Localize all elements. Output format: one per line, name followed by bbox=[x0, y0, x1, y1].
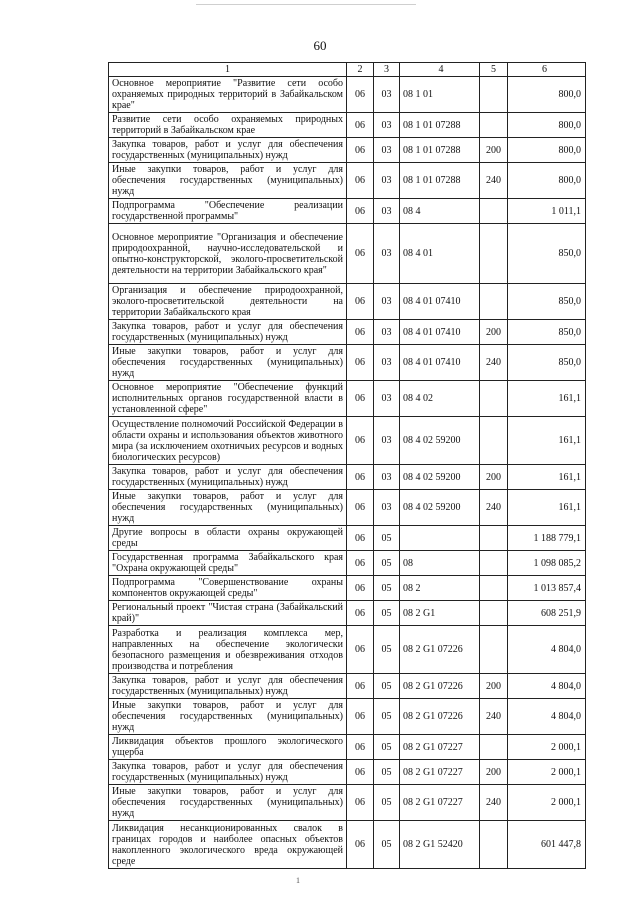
header-cell: 6 bbox=[508, 63, 586, 77]
section-cell: 06 bbox=[347, 551, 374, 576]
header-cell: 1 bbox=[109, 63, 347, 77]
section-cell: 06 bbox=[347, 490, 374, 526]
subsection-cell: 03 bbox=[374, 465, 400, 490]
row-name-cell: Закупка товаров, работ и услуг для обеспечения государственных (муниципальных) нужд bbox=[109, 465, 347, 490]
subsection-cell: 03 bbox=[374, 345, 400, 381]
target-article-cell: 08 2 G1 07226 bbox=[400, 699, 480, 735]
table-row bbox=[109, 345, 586, 381]
table-row bbox=[109, 626, 586, 674]
row-name-cell: Основное мероприятие "Развитие сети особо охраняемых природных территорий в Забайкальском крае" bbox=[109, 77, 347, 113]
target-article-cell: 08 2 G1 07227 bbox=[400, 785, 480, 821]
subsection-cell: 05 bbox=[374, 601, 400, 626]
subsection-cell: 05 bbox=[374, 699, 400, 735]
expense-type-cell bbox=[480, 284, 508, 320]
amount-cell: 1 013 857,4 bbox=[508, 576, 586, 601]
amount-cell: 800,0 bbox=[508, 163, 586, 199]
row-name-cell: Государственная программа Забайкальского края "Охрана окружающей среды" bbox=[109, 551, 347, 576]
header-cell: 5 bbox=[480, 63, 508, 77]
footer-mark: 1 bbox=[296, 876, 300, 885]
expense-type-cell bbox=[480, 381, 508, 417]
row-name-cell: Региональный проект "Чистая страна (Забайкальский край)" bbox=[109, 601, 347, 626]
table-row bbox=[109, 490, 586, 526]
table-header bbox=[109, 63, 586, 77]
subsection-cell: 03 bbox=[374, 320, 400, 345]
target-article-cell: 08 4 02 59200 bbox=[400, 465, 480, 490]
amount-cell: 2 000,1 bbox=[508, 785, 586, 821]
expense-type-cell: 240 bbox=[480, 490, 508, 526]
amount-cell: 161,1 bbox=[508, 417, 586, 465]
target-article-cell: 08 1 01 07288 bbox=[400, 138, 480, 163]
subsection-cell: 05 bbox=[374, 785, 400, 821]
row-name-cell: Закупка товаров, работ и услуг для обеспечения государственных (муниципальных) нужд bbox=[109, 320, 347, 345]
row-name-cell: Организация и обеспечение природоохранной, эколого-просветительской деятельности на территории Забайкальского края bbox=[109, 284, 347, 320]
section-cell: 06 bbox=[347, 785, 374, 821]
subsection-cell: 03 bbox=[374, 113, 400, 138]
section-cell: 06 bbox=[347, 417, 374, 465]
amount-cell: 4 804,0 bbox=[508, 674, 586, 699]
header-cell: 4 bbox=[400, 63, 480, 77]
target-article-cell: 08 4 02 59200 bbox=[400, 417, 480, 465]
expense-type-cell: 200 bbox=[480, 674, 508, 699]
amount-cell: 4 804,0 bbox=[508, 699, 586, 735]
table-row bbox=[109, 284, 586, 320]
amount-cell: 850,0 bbox=[508, 224, 586, 284]
target-article-cell: 08 2 G1 07226 bbox=[400, 674, 480, 699]
row-name-cell: Иные закупки товаров, работ и услуг для обеспечения государственных (муниципальных) нужд bbox=[109, 785, 347, 821]
subsection-cell: 03 bbox=[374, 417, 400, 465]
target-article-cell: 08 4 01 07410 bbox=[400, 320, 480, 345]
section-cell: 06 bbox=[347, 284, 374, 320]
target-article-cell: 08 1 01 07288 bbox=[400, 113, 480, 138]
target-article-cell: 08 4 01 07410 bbox=[400, 284, 480, 320]
subsection-cell: 05 bbox=[374, 760, 400, 785]
target-article-cell: 08 2 G1 bbox=[400, 601, 480, 626]
row-name-cell: Закупка товаров, работ и услуг для обеспечения государственных (муниципальных) нужд bbox=[109, 674, 347, 699]
subsection-cell: 03 bbox=[374, 490, 400, 526]
subsection-cell: 05 bbox=[374, 551, 400, 576]
row-name-cell: Закупка товаров, работ и услуг для обеспечения государственных (муниципальных) нужд bbox=[109, 138, 347, 163]
expense-type-cell bbox=[480, 113, 508, 138]
section-cell: 06 bbox=[347, 113, 374, 138]
subsection-cell: 03 bbox=[374, 138, 400, 163]
expense-type-cell: 240 bbox=[480, 163, 508, 199]
subsection-cell: 05 bbox=[374, 735, 400, 760]
target-article-cell: 08 4 01 07410 bbox=[400, 345, 480, 381]
amount-cell: 800,0 bbox=[508, 113, 586, 138]
budget-table bbox=[108, 62, 586, 869]
section-cell: 06 bbox=[347, 199, 374, 224]
target-article-cell: 08 4 02 bbox=[400, 381, 480, 417]
expense-type-cell bbox=[480, 821, 508, 869]
expense-type-cell bbox=[480, 417, 508, 465]
table-row bbox=[109, 77, 586, 113]
table-row bbox=[109, 113, 586, 138]
expense-type-cell: 240 bbox=[480, 785, 508, 821]
table-row bbox=[109, 760, 586, 785]
table-row bbox=[109, 381, 586, 417]
table-row bbox=[109, 199, 586, 224]
amount-cell: 1 188 779,1 bbox=[508, 526, 586, 551]
section-cell: 06 bbox=[347, 224, 374, 284]
subsection-cell: 05 bbox=[374, 674, 400, 699]
amount-cell: 800,0 bbox=[508, 138, 586, 163]
subsection-cell: 03 bbox=[374, 284, 400, 320]
amount-cell: 850,0 bbox=[508, 284, 586, 320]
table-row bbox=[109, 163, 586, 199]
subsection-cell: 05 bbox=[374, 626, 400, 674]
row-name-cell: Разработка и реализация комплекса мер, направленных на обеспечение экологически безопасного размещения и обезвреживания отходов производства и потребления bbox=[109, 626, 347, 674]
table-row bbox=[109, 465, 586, 490]
target-article-cell: 08 4 02 59200 bbox=[400, 490, 480, 526]
amount-cell: 161,1 bbox=[508, 465, 586, 490]
table-row bbox=[109, 785, 586, 821]
section-cell: 06 bbox=[347, 163, 374, 199]
row-name-cell: Иные закупки товаров, работ и услуг для обеспечения государственных (муниципальных) нужд bbox=[109, 490, 347, 526]
row-name-cell: Основное мероприятие "Организация и обеспечение природоохранной, научно-исследовательской и опытно-конструкторской, эколого-просветительской деятельности на территории Забайкальского края" bbox=[109, 224, 347, 284]
header-row bbox=[109, 63, 586, 77]
table-row bbox=[109, 735, 586, 760]
target-article-cell: 08 1 01 bbox=[400, 77, 480, 113]
amount-cell: 1 011,1 bbox=[508, 199, 586, 224]
header-cell: 3 bbox=[374, 63, 400, 77]
section-cell: 06 bbox=[347, 626, 374, 674]
row-name-cell: Осуществление полномочий Российской Федерации в области охраны и использования объектов животного мира (за исключением охотничьих ресурсов и водных биологических ресурсов) bbox=[109, 417, 347, 465]
expense-type-cell bbox=[480, 77, 508, 113]
amount-cell: 1 098 085,2 bbox=[508, 551, 586, 576]
subsection-cell: 05 bbox=[374, 526, 400, 551]
subsection-cell: 03 bbox=[374, 199, 400, 224]
target-article-cell: 08 2 G1 52420 bbox=[400, 821, 480, 869]
row-name-cell: Подпрограмма "Совершенствование охраны компонентов окружающей среды" bbox=[109, 576, 347, 601]
table-row bbox=[109, 224, 586, 284]
section-cell: 06 bbox=[347, 465, 374, 490]
section-cell: 06 bbox=[347, 760, 374, 785]
row-name-cell: Другие вопросы в области охраны окружающей среды bbox=[109, 526, 347, 551]
table-row bbox=[109, 821, 586, 869]
section-cell: 06 bbox=[347, 381, 374, 417]
section-cell: 06 bbox=[347, 320, 374, 345]
subsection-cell: 05 bbox=[374, 576, 400, 601]
section-cell: 06 bbox=[347, 526, 374, 551]
row-name-cell: Ликвидация объектов прошлого экологического ущерба bbox=[109, 735, 347, 760]
amount-cell: 601 447,8 bbox=[508, 821, 586, 869]
subsection-cell: 03 bbox=[374, 77, 400, 113]
section-cell: 06 bbox=[347, 674, 374, 699]
expense-type-cell: 200 bbox=[480, 760, 508, 785]
table-row bbox=[109, 576, 586, 601]
table-row bbox=[109, 138, 586, 163]
expense-type-cell bbox=[480, 551, 508, 576]
amount-cell: 2 000,1 bbox=[508, 760, 586, 785]
amount-cell: 161,1 bbox=[508, 490, 586, 526]
target-article-cell: 08 1 01 07288 bbox=[400, 163, 480, 199]
expense-type-cell: 200 bbox=[480, 320, 508, 345]
row-name-cell: Иные закупки товаров, работ и услуг для обеспечения государственных (муниципальных) нужд bbox=[109, 345, 347, 381]
expense-type-cell: 240 bbox=[480, 699, 508, 735]
row-name-cell: Закупка товаров, работ и услуг для обеспечения государственных (муниципальных) нужд bbox=[109, 760, 347, 785]
target-article-cell: 08 bbox=[400, 551, 480, 576]
expense-type-cell: 200 bbox=[480, 465, 508, 490]
section-cell: 06 bbox=[347, 735, 374, 760]
amount-cell: 608 251,9 bbox=[508, 601, 586, 626]
table-row bbox=[109, 417, 586, 465]
table-row bbox=[109, 601, 586, 626]
table-row bbox=[109, 699, 586, 735]
header-cell: 2 bbox=[347, 63, 374, 77]
expense-type-cell bbox=[480, 626, 508, 674]
table-row bbox=[109, 526, 586, 551]
subsection-cell: 03 bbox=[374, 381, 400, 417]
target-article-cell: 08 2 G1 07226 bbox=[400, 626, 480, 674]
page-number: 60 bbox=[313, 38, 327, 53]
subsection-cell: 05 bbox=[374, 821, 400, 869]
table-row bbox=[109, 674, 586, 699]
row-name-cell: Иные закупки товаров, работ и услуг для обеспечения государственных (муниципальных) нужд bbox=[109, 699, 347, 735]
expense-type-cell bbox=[480, 735, 508, 760]
amount-cell: 4 804,0 bbox=[508, 626, 586, 674]
subsection-cell: 03 bbox=[374, 163, 400, 199]
section-cell: 06 bbox=[347, 821, 374, 869]
section-cell: 06 bbox=[347, 699, 374, 735]
expense-type-cell bbox=[480, 224, 508, 284]
target-article-cell: 08 2 G1 07227 bbox=[400, 735, 480, 760]
expense-type-cell: 200 bbox=[480, 138, 508, 163]
row-name-cell: Развитие сети особо охраняемых природных территорий в Забайкальском крае bbox=[109, 113, 347, 138]
section-cell: 06 bbox=[347, 576, 374, 601]
table-row bbox=[109, 320, 586, 345]
target-article-cell: 08 4 bbox=[400, 199, 480, 224]
table-row bbox=[109, 551, 586, 576]
section-cell: 06 bbox=[347, 345, 374, 381]
amount-cell: 161,1 bbox=[508, 381, 586, 417]
expense-type-cell bbox=[480, 526, 508, 551]
row-name-cell: Подпрограмма "Обеспечение реализации государственной программы" bbox=[109, 199, 347, 224]
row-name-cell: Основное мероприятие "Обеспечение функций исполнительных органов государственной власти в установленной сфере" bbox=[109, 381, 347, 417]
target-article-cell: 08 2 bbox=[400, 576, 480, 601]
target-article-cell: 08 2 G1 07227 bbox=[400, 760, 480, 785]
target-article-cell: 08 4 01 bbox=[400, 224, 480, 284]
row-name-cell: Ликвидация несанкционированных свалок в границах городов и наиболее опасных объектов накопленного экологического вреда окружающей среде bbox=[109, 821, 347, 869]
amount-cell: 850,0 bbox=[508, 345, 586, 381]
expense-type-cell bbox=[480, 576, 508, 601]
row-name-cell: Иные закупки товаров, работ и услуг для обеспечения государственных (муниципальных) нужд bbox=[109, 163, 347, 199]
expense-type-cell: 240 bbox=[480, 345, 508, 381]
expense-type-cell bbox=[480, 601, 508, 626]
section-cell: 06 bbox=[347, 77, 374, 113]
scan-top-edge bbox=[196, 4, 416, 5]
amount-cell: 800,0 bbox=[508, 77, 586, 113]
target-article-cell bbox=[400, 526, 480, 551]
section-cell: 06 bbox=[347, 601, 374, 626]
table-body bbox=[109, 77, 586, 869]
amount-cell: 2 000,1 bbox=[508, 735, 586, 760]
amount-cell: 850,0 bbox=[508, 320, 586, 345]
section-cell: 06 bbox=[347, 138, 374, 163]
expense-type-cell bbox=[480, 199, 508, 224]
subsection-cell: 03 bbox=[374, 224, 400, 284]
